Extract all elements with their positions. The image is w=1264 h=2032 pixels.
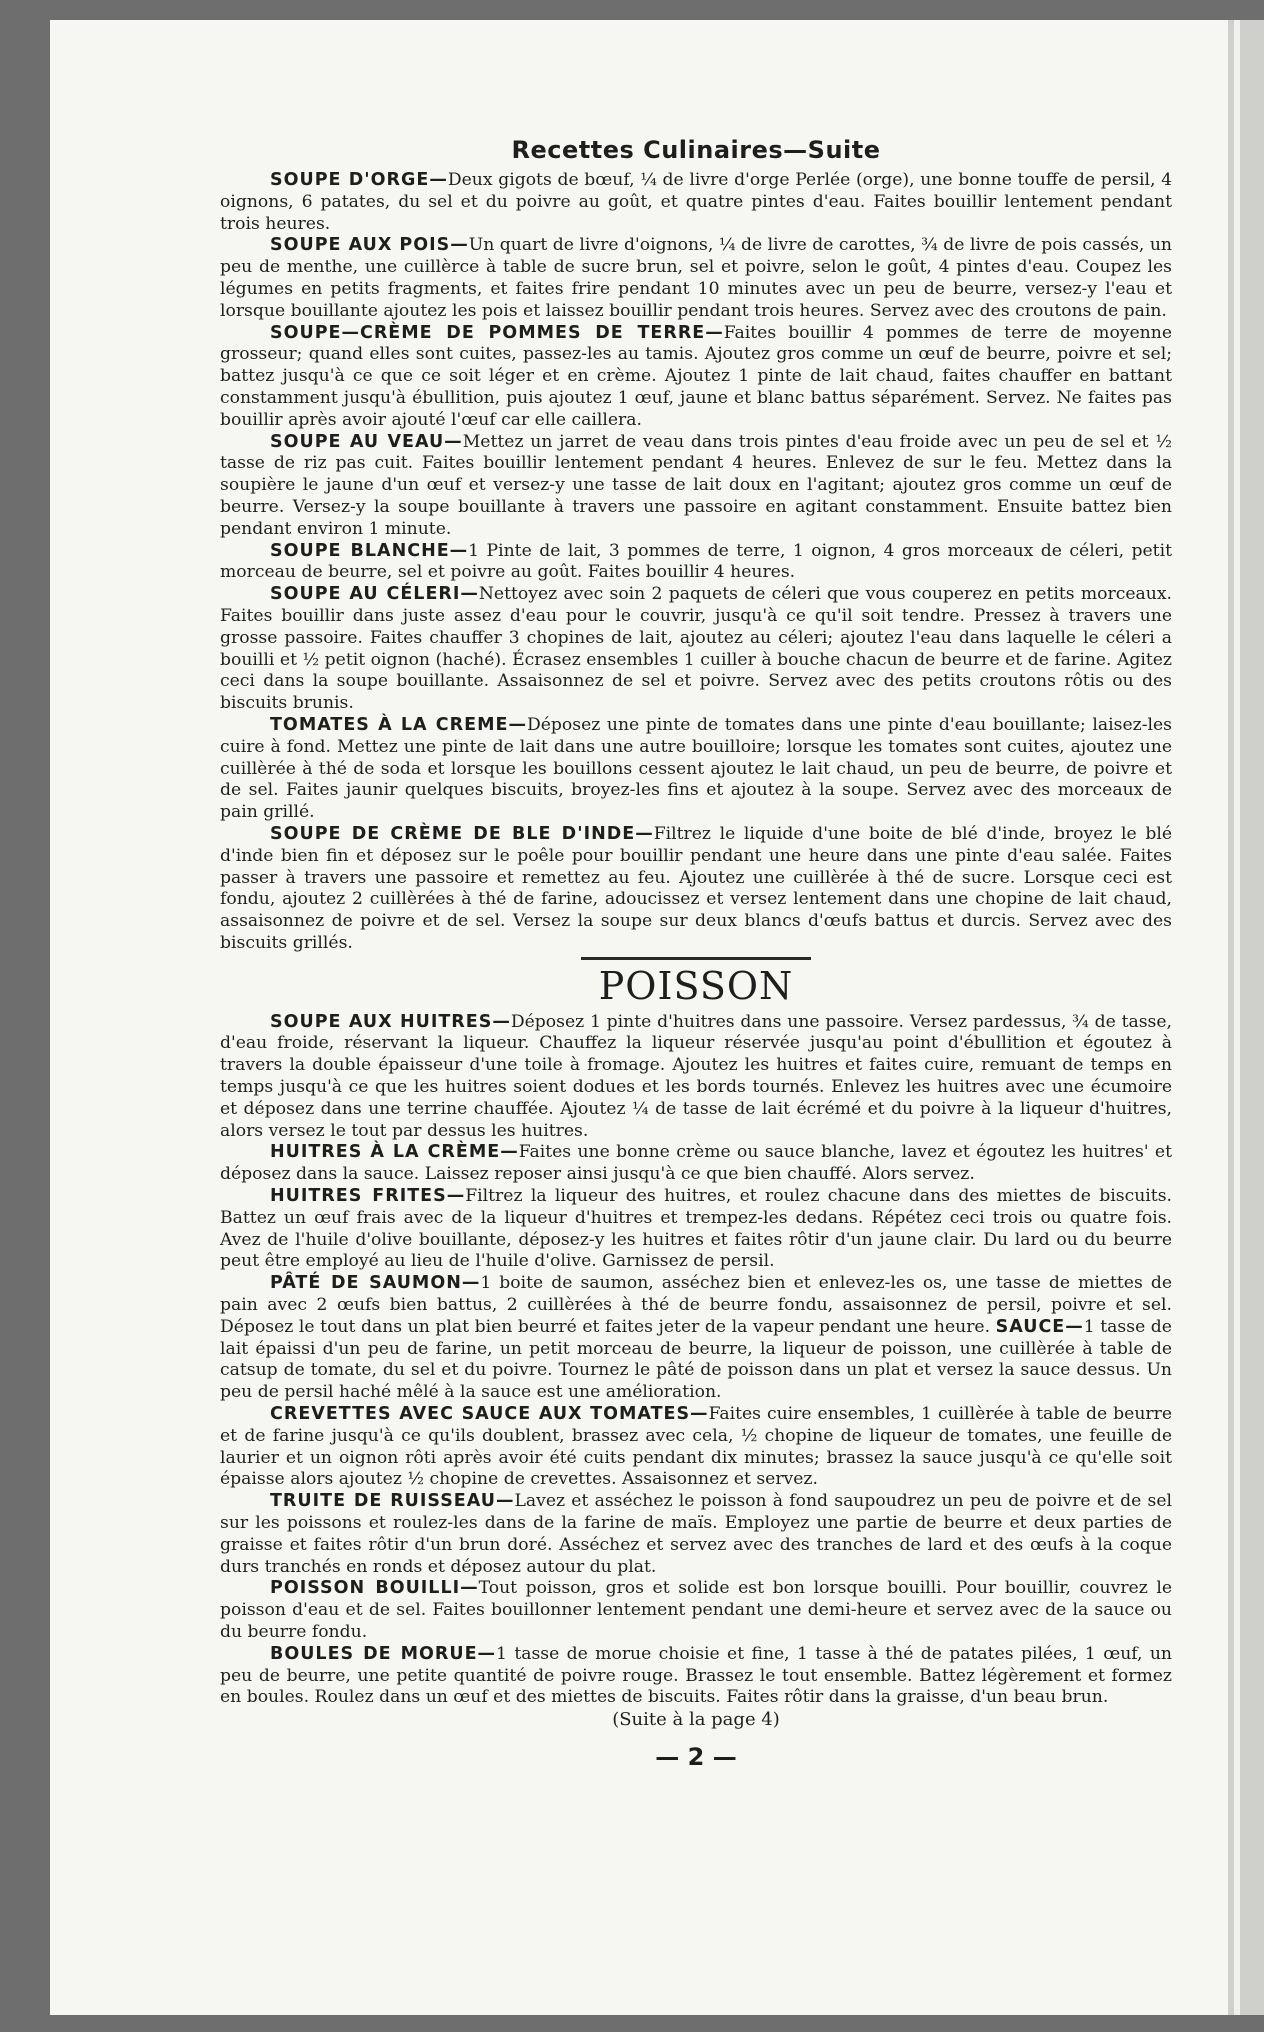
- recipe-title: SOUPE AUX POIS—: [270, 235, 469, 256]
- recipe-title: BOULES DE MORUE—: [270, 1643, 497, 1664]
- recipe-title: CREVETTES AVEC SAUCE AUX TOMATES—: [270, 1404, 709, 1425]
- recipe-title: SOUPE D'ORGE—: [270, 170, 448, 190]
- recipe-creme-pommes-de-terre: [220, 323, 1172, 432]
- recipe-title: SOUPE AUX HUITRES—: [270, 1011, 511, 1032]
- section-title: POISSON: [598, 963, 794, 1008]
- recipe-text: 1 tasse de morue choisie et fine, 1 tasse à thé de patates pilées, 1 œuf, un peu de beurre, une petite quantité de poivre rouge. Brassez le tout ensemble. Battez légèrement et formez en boules. Roulez dans un œuf et des miettes de biscuits. Faites rôtir dans la graisse, d'un beau brun.: [220, 1643, 1172, 1708]
- recipe-title: HUITRES FRITES—: [270, 1186, 466, 1207]
- recipe-title: SOUPE DE CRÈME DE BLE D'INDE—: [270, 823, 654, 844]
- recipe-text: Un quart de livre d'oignons, ¼ de livre de carottes, ¾ de livre de pois cassés, un peu de menthe, une cuillèrce à table de sucre brun, sel et poivre, selon le goût, 4 pintes d'eau. Coupez les légumes en petits fragments, et faites frire pendant 10 minutes avec un peu de beurre, versez-y l'eau et lorsque bouillante ajoutez les pois et laissez bouillir pendant trois heures. Servez avec des croutons de pain.: [220, 235, 1172, 321]
- recipe-text: 1 boite de saumon, asséchez bien et enlevez-les os, une tasse de miettes de pain avec 2 œufs bien battus, 2 cuillèrées à thé de beurre fondu, assaisonnez de persil, poivre et sel. Déposez le tout dans un plat bien beurré et faites jeter de la vapeur pendant une heure.: [220, 1273, 1172, 1337]
- fish-recipes: [220, 1012, 1172, 1710]
- recipe-text: Filtrez la liqueur des huitres, et roulez chacune dans des miettes de biscuits. Battez un œuf frais avec de la liqueur d'huitres et trempez-les dedans. Répétez ceci trois ou quatre fois. Avez de l'huile d'olive bouillante, déposez-y les huitres et faites rôtir d'un jaune clair. Du lard ou du beurre peut être employé au lieu de l'huile d'olive. Garnissez de persil.: [220, 1186, 1172, 1272]
- section-divider: [581, 957, 811, 960]
- recipe-text: Faites cuire ensembles, 1 cuillèrée à table de beurre et de farine jusqu'à ce qu'ils doublent, brassez avec cela, ½ chopine de liqueur de tomates, une feuille de laurier et un oignon rôti après avoir été cuits pendant dix minutes; brassez la sauce jusqu'à ce qu'elle soit épaisse alors ajoutez ½ chopine de crevettes. Assaisonnez et servez.: [220, 1404, 1172, 1490]
- page-number: — 2 —: [655, 1743, 737, 1772]
- recipe-subtitle: SAUCE—: [995, 1316, 1084, 1337]
- document-page: [50, 20, 1228, 2015]
- recipe-title: SOUPE—CRÈME DE POMMES DE TERRE—: [270, 322, 724, 343]
- recipe-soupe-orge: [220, 170, 1172, 235]
- recipe-title: SOUPE AU VEAU—: [270, 431, 463, 452]
- recipe-title: TOMATES À LA CREME—: [270, 714, 527, 735]
- recipe-title: SOUPE AU CÉLERI—: [270, 584, 479, 605]
- recipe-text: 1 Pinte de lait, 3 pommes de terre, 1 oignon, 4 gros morceaux de céleri, petit morceau de beurre, sel et poivre au goût. Faites bouillir 4 heures.: [220, 540, 1172, 583]
- recipe-pate-saumon: [220, 1273, 1172, 1404]
- recipe-text: Nettoyez avec soin 2 paquets de céleri que vous couperez en petits morceaux. Faites bouillir dans juste assez d'eau pour le couvrir, jusqu'à ce qu'il soit tendre. Pressez à travers une grosse passoire. Faites chauffer 3 chopines de lait, ajoutez au céleri; ajoutez l'eau dans laquelle le céleri a bouilli et ½ petit oignon (haché). Écrasez ensembles 1 cuiller à bouche chacun de beurre et de farine. Agitez ceci dans la soupe bouillante. Assaisonnez de sel et poivre. Servez avec des petits croutons rôtis ou des biscuits brunis.: [220, 584, 1172, 714]
- recipe-crevettes: [220, 1404, 1172, 1491]
- soup-recipes: [220, 170, 1172, 955]
- recipe-huitres-frites: [220, 1186, 1172, 1273]
- recipe-soupe-blanche: [220, 541, 1172, 585]
- page-header: Recettes Culinaires—Suite: [511, 136, 881, 164]
- recipe-text: Déposez une pinte de tomates dans une pinte d'eau bouillante; laisez-les cuire à fond. Mettez une pinte de lait dans une autre bouilloire; lorsque les tomates sont cuites, ajoutez une cuillèrée à thé de soda et lorsque les bouillons cessent ajoutez le lait chaud, un peu de beurre, de poivre et de sel. Faites jaunir quelques biscuits, broyez-les fins et ajoutez à la soupe. Servez avec des morceaux de pain grillé.: [220, 714, 1172, 823]
- recipe-text: Filtrez le liquide d'une boite de blé d'inde, broyez le blé d'inde bien fin et déposez sur le poêle pour bouillir pendant une heure dans une pinte d'eau salée. Faites passer à travers une passoire et remettez au feu. Ajoutez une cuillèrée à thé de sucre. Lorsque ceci est fondu, ajoutez 2 cuillèrées à thé de farine, adoucissez et versez lentement dans une chopine de lait chaud, assaisonnez de poivre et de sel. Versez la soupe sur deux blancs d'œufs battus et durcis. Servez avec des biscuits grillés.: [220, 823, 1172, 953]
- recipe-text: Faites bouillir 4 pommes de terre de moyenne grosseur; quand elles sont cuites, passez-les au tamis. Ajoutez gros comme un œuf de beurre, poivre et sel; battez jusqu'à ce que ce soit léger et en crème. Ajoutez 1 pinte de lait chaud, faites chauffer en battant constamment jusqu'à ébullition, puis ajoutez 1 œuf, jaune et blanc battus séparément. Servez. Ne faites pas bouillir après avoir ajouté l'œuf car elle caillera.: [220, 322, 1172, 430]
- recipe-text: Tout poisson, gros et solide est bon lorsque bouilli. Pour bouillir, couvrez le poisson d'eau et de sel. Faites bouillonner lentement pendant une demi-heure et servez avec de la sauce ou du beurre fondu.: [220, 1578, 1172, 1642]
- recipe-text: Lavez et asséchez le poisson à fond saupoudrez un peu de poivre et de sel sur les poissons et roulez-les dans de la farine de maïs. Employez une partie de beurre et deux parties de graisse et faites rôtir d'un brun doré. Asséchez et servez avec des tranches de lard et des œufs à la coque durs tranchés en ronds et déposez autour du plat.: [220, 1491, 1172, 1577]
- page-edge-stripe: [1234, 20, 1240, 2015]
- recipe-poisson-bouilli: [220, 1578, 1172, 1643]
- recipe-title: TRUITE DE RUISSEAU—: [270, 1491, 515, 1512]
- recipe-title: SOUPE BLANCHE—: [270, 540, 469, 561]
- recipe-soupe-huitres: [220, 1012, 1172, 1143]
- recipe-soupe-celeri: [220, 584, 1172, 715]
- continuation-note: (Suite à la page 4): [612, 1709, 780, 1731]
- recipe-title: HUITRES À LA CRÈME—: [270, 1142, 519, 1163]
- adjacent-page-edge: [1228, 20, 1264, 2015]
- recipe-soupe-veau: [220, 432, 1172, 541]
- recipe-soupe-pois: [220, 235, 1172, 322]
- recipe-title: PÂTÉ DE SAUMON—: [270, 1273, 481, 1294]
- recipe-text: Deux gigots de bœuf, ¼ de livre d'orge Perlée (orge), une bonne touffe de persil, 4 oignons, 6 patates, du sel et du poivre au goût, et quatre pintes d'eau. Faites bouillir lentement pendant trois heures.: [220, 170, 1173, 234]
- recipe-truite-ruisseau: [220, 1491, 1172, 1578]
- recipe-huitres-creme: [220, 1142, 1172, 1186]
- recipe-text: Faites une bonne crème ou sauce blanche, lavez et égoutez les huitres' et déposez dans la sauce. Laissez reposer ainsi jusqu'à ce que bien chauffé. Alors servez.: [220, 1142, 1172, 1185]
- recipe-text: Mettez un jarret de veau dans trois pintes d'eau froide avec un peu de sel et ½ tasse de riz pas cuit. Faites bouillir lentement pendant 4 heures. Enlevez de sur le feu. Mettez dans la soupière le jaune d'un œuf et versez-y une tasse de lait doux en l'agitant; ajoutez gros comme un œuf de beurre. Versez-y la soupe bouillante à travers une passoire en agitant constamment. Ensuite battez bien pendant environ 1 minute.: [220, 431, 1172, 539]
- recipe-creme-ble-dinde: [220, 824, 1172, 955]
- recipe-tomates-creme: [220, 715, 1172, 824]
- recipe-subtext: 1 tasse de lait épaissi d'un peu de farine, un petit morceau de beurre, la liqueur de poisson, une cuillèrée à table de catsup de tomate, du sel et du poivre. Tournez le pâté de poisson dans un plat et versez la sauce dessus. Un peu de persil haché mêlé à la sauce est une amélioration.: [220, 1316, 1172, 1403]
- recipe-title: POISSON BOUILLI—: [270, 1578, 479, 1599]
- recipe-text: Déposez 1 pinte d'huitres dans une passoire. Versez pardessus, ¾ de tasse, d'eau froide, réservant la liqueur. Chauffez la liqueur réservée jusqu'au point d'ébullition et égoutez à travers la double épaisseur d'une toile à fromage. Ajoutez les huitres et faites cuire, remuant de temps en temps jusqu'à ce que les huitres soient dodues et les bords tournés. Enlevez les huitres avec une écumoire et déposez dans une terrine chauffée. Ajoutez ¼ de tasse de lait écrémé et du poivre à la liqueur d'huitres, alors versez le tout par dessus les huitres.: [220, 1011, 1173, 1141]
- recipe-boules-morue: [220, 1644, 1172, 1709]
